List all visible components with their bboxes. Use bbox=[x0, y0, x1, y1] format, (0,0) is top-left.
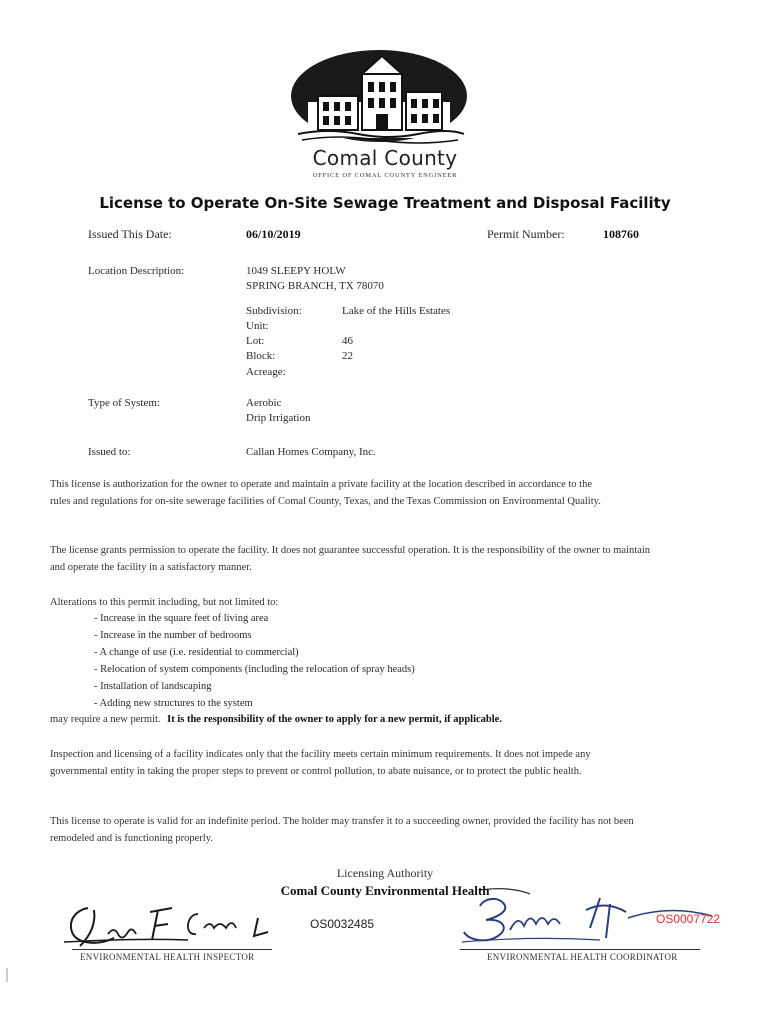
location-address-line1: 1049 SLEEPY HOLW bbox=[246, 265, 346, 277]
system-type-line1: Aerobic bbox=[246, 397, 282, 409]
issued-to-value: Callan Homes Company, Inc. bbox=[246, 446, 376, 458]
coordinator-license-number: OS0007722 bbox=[656, 912, 721, 926]
office-name: OFFICE OF COMAL COUNTY ENGINEER bbox=[312, 172, 458, 179]
paragraph-validity: This license to operate is valid for an indefinite period. The holder may transfer it to a succeeding owner, provided the facility has not been remodeled and is functioning properly. bbox=[50, 816, 634, 844]
acreage-label: Acreage: bbox=[246, 366, 286, 378]
subdivision-label: Subdivision: bbox=[246, 305, 302, 317]
alteration-item: - Increase in the square feet of living area bbox=[94, 613, 269, 624]
permit-number-label: Permit Number: bbox=[487, 227, 565, 241]
issued-date-value: 06/10/2019 bbox=[246, 227, 301, 241]
alteration-item: - A change of use (i.e. residential to commercial) bbox=[94, 647, 299, 658]
scan-margin-mark bbox=[6, 968, 8, 982]
permit-number-value: 108760 bbox=[603, 227, 639, 241]
alteration-item: - Installation of landscaping bbox=[94, 681, 212, 692]
location-label: Location Description: bbox=[88, 265, 185, 277]
unit-label: Unit: bbox=[246, 320, 269, 332]
coordinator-title: ENVIRONMENTAL HEALTH COORDINATOR bbox=[487, 952, 678, 962]
owner-responsibility-note: It is the responsibility of the owner to apply for a new permit, if applicable. bbox=[167, 714, 502, 725]
system-type-label: Type of System: bbox=[88, 397, 160, 409]
document-title: License to Operate On-Site Sewage Treatment and Disposal Facility bbox=[99, 194, 671, 212]
inspector-signature bbox=[58, 898, 280, 956]
block-label: Block: bbox=[246, 350, 276, 362]
inspector-signature-line bbox=[72, 949, 272, 950]
alterations-closing bbox=[50, 711, 502, 728]
licensing-authority-label: Licensing Authority bbox=[336, 866, 434, 880]
block-value: 22 bbox=[342, 350, 353, 362]
location-address-line2: SPRING BRANCH, TX 78070 bbox=[246, 280, 384, 292]
issued-to-label: Issued to: bbox=[88, 446, 131, 458]
new-permit-note: may require a new permit. bbox=[50, 714, 161, 725]
coordinator-signature-line bbox=[460, 949, 700, 950]
paragraph-inspection: Inspection and licensing of a facility indicates only that the facility meets certain minimum requirements. It does not impede any governmental entity in taking the proper steps to prevent or control pollution, to abate nuisance, or to protect the public health. bbox=[50, 749, 591, 777]
alteration-item: - Relocation of system components (including the relocation of spray heads) bbox=[94, 664, 415, 675]
inspector-license-number: OS0032485 bbox=[310, 917, 375, 931]
system-type-line2: Drip Irrigation bbox=[246, 412, 311, 424]
county-name: Comal County bbox=[312, 146, 458, 170]
alteration-item: - Adding new structures to the system bbox=[94, 698, 253, 709]
alterations-intro: Alterations to this permit including, but not limited to: bbox=[50, 597, 279, 608]
lot-value: 46 bbox=[342, 335, 353, 347]
courthouse-seal-illustration bbox=[288, 44, 470, 146]
inspector-title: ENVIRONMENTAL HEALTH INSPECTOR bbox=[80, 952, 255, 962]
subdivision-value: Lake of the Hills Estates bbox=[342, 305, 451, 317]
alteration-item: - Increase in the number of bedrooms bbox=[94, 630, 252, 641]
licensing-authority-name: Comal County Environmental Health bbox=[280, 883, 490, 898]
paragraph-grant: The license grants permission to operate the facility. It does not guarantee successful operation. It is the responsibility of the owner to maintain and operate the facility in a satisfactory manner. bbox=[50, 545, 650, 573]
lot-label: Lot: bbox=[246, 335, 265, 347]
paragraph-authorization: This license is authorization for the owner to operate and maintain a private facility at the location described in accordance to the rules and regulations for on-site sewerage facilities of Comal County, Texas, and the Texas Commission on Environmental Quality. bbox=[50, 479, 601, 507]
issued-date-label: Issued This Date: bbox=[88, 227, 172, 241]
